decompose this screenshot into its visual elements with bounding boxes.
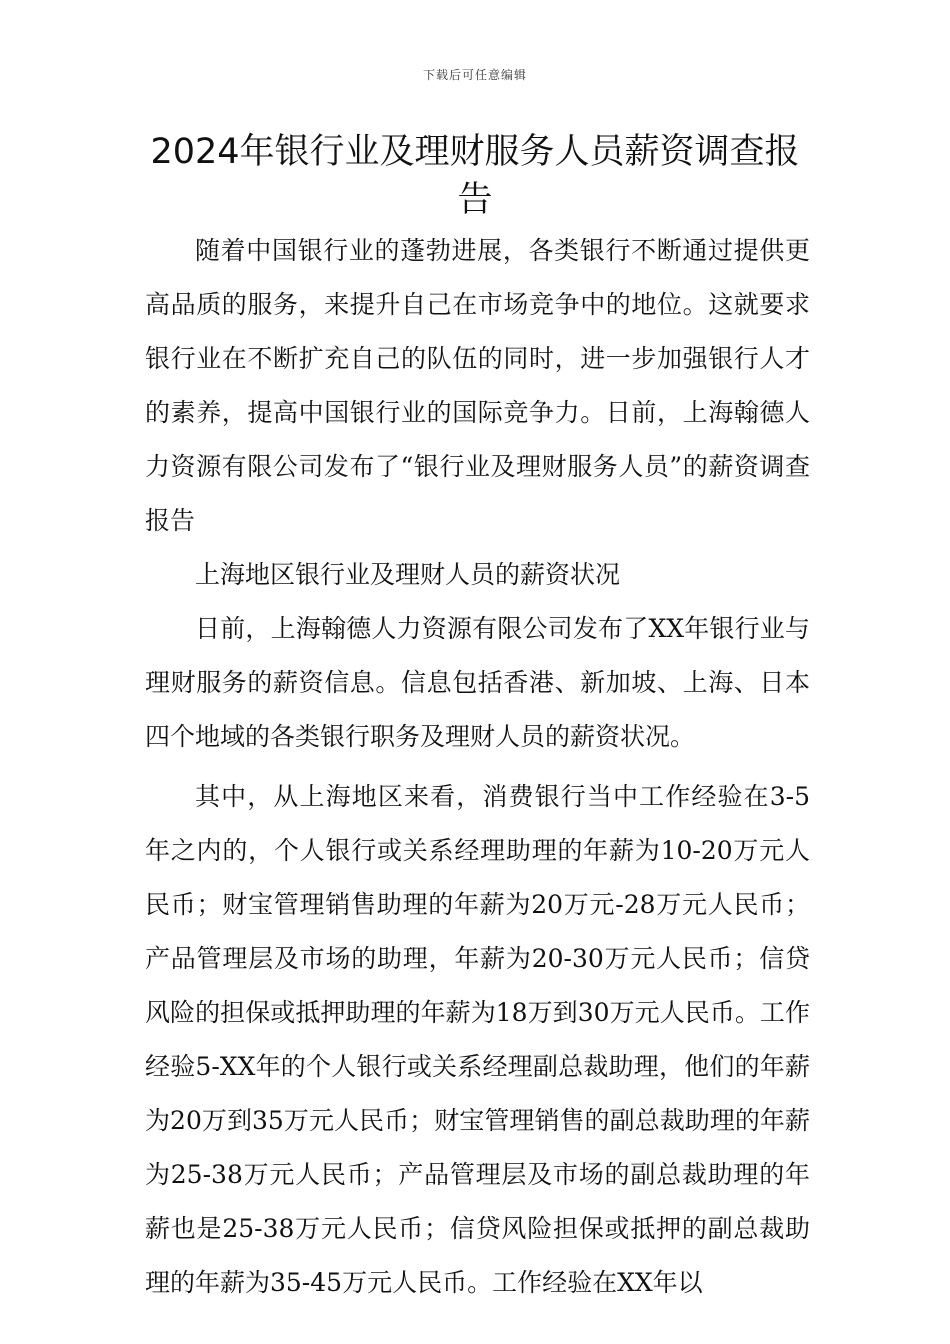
paragraph-shanghai-salaries: 其中，从上海地区来看，消费银行当中工作经验在3-5年之内的，个人银行或关系经理助理的年薪为10-20万元人民币；财宝管理销售助理的年薪为20万元-28万元人民币；产品管理层及市场的助理，年薪为20-30万元人民币；信贷风险的担保或抵押助理的年薪为18万到30万元人民币。工作经验5-XX年的个人银行或关系经理副总裁助理，他们的年薪为20万到35万元人民币；财宝管理销售的副总裁助理的年薪为25-38万元人民币；产品管理层及市场的副总裁助理的年薪也是25-38万元人民币；信贷风险担保或抵押的副总裁助理的年薪为35-45万元人民币。工作经验在XX年以 (145, 782, 810, 1297)
document-title: 2024年银行业及理财服务人员薪资调查报告 (150, 132, 800, 220)
paragraph-section-heading: 上海地区银行业及理财人员的薪资状况 (195, 560, 621, 589)
paragraph-intro: 随着中国银行业的蓬勃进展，各类银行不断通过提供更高品质的服务，来提升自己在市场竞争中的地位。这就要求银行业在不断扩充自己的队伍的同时，进一步加强银行人才的素养，提高中国银行业的国际竞争力。日前，上海翰德人力资源有限公司发布了“银行业及理财服务人员”的薪资调查报告 (145, 236, 810, 535)
document-body (145, 224, 810, 1310)
paragraph-release-info: 日前，上海翰德人力资源有限公司发布了XX年银行业与理财服务的薪资信息。信息包括香港、新加坡、上海、日本四个地域的各类银行职务及理财人员的薪资状况。 (145, 614, 810, 751)
header-note: 下载后可任意编辑 (422, 68, 527, 82)
